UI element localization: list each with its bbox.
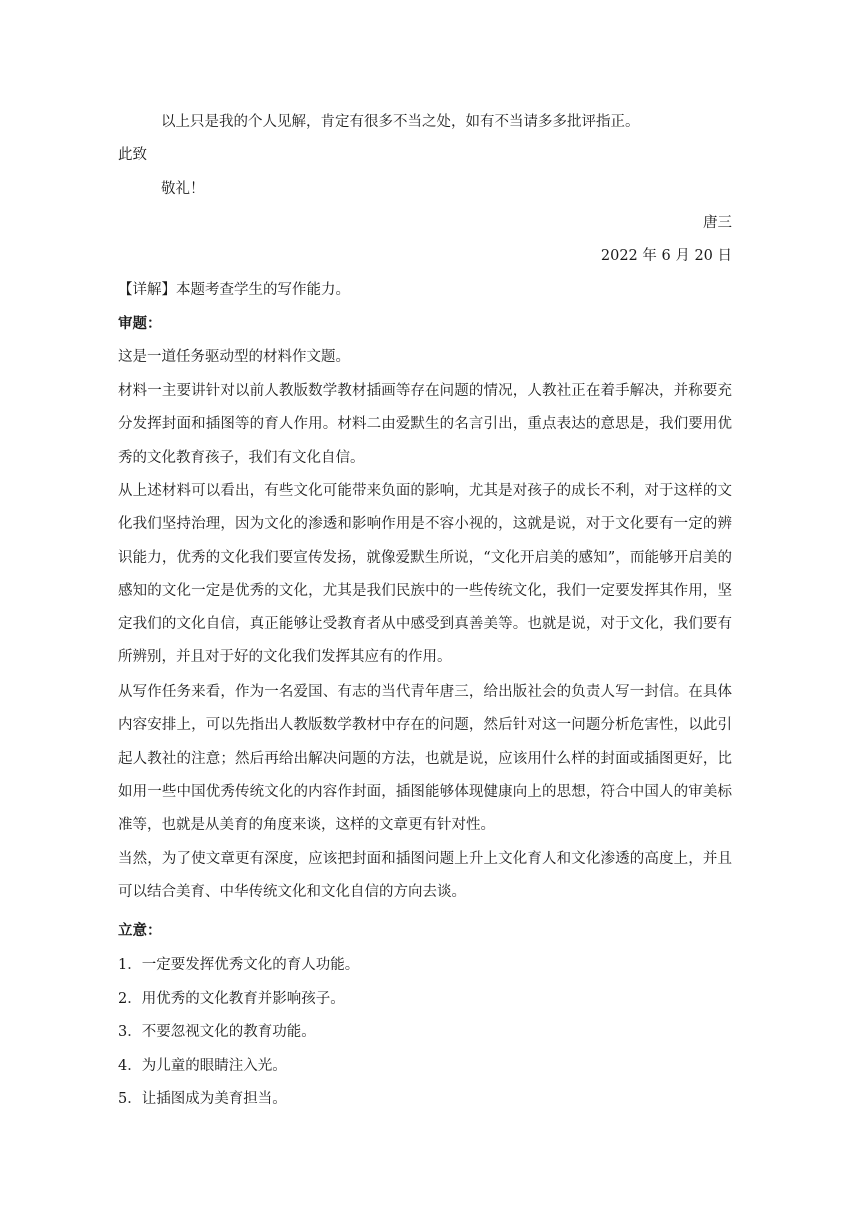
review-paragraph: 从上述材料可以看出，有些文化可能带来负面的影响，尤其是对孩子的成长不利，对于这样的文化我们坚持治理，因为文化的渗透和影响作用是不容小视的，这就是说，对于文化要有一定的辨识能力，优秀的文化我们要宣传发扬，就像爱默生所说，“文化开启美的感知”，而能够开启美的感知的文化一定是优秀的文化，尤其是我们民族中的一些传统文化，我们一定要发挥其作用，坚定我们的文化自信，真正能够让受教育者从中感受到真善美等。也就是说，对于文化，我们要有所辨别，并且对于好的文化我们发挥其应有的作用。 xyxy=(118,483,732,666)
review-paragraph: 材料一主要讲针对以前人教版数学教材插画等存在问题的情况，人教社正在着手解决，并称要充分发挥封面和插图等的育人作用。材料二由爱默生的名言引出，重点表达的意思是，我们要用优秀的文化教育孩子，我们有文化自信。 xyxy=(118,383,732,466)
review-heading: 审题： xyxy=(118,315,162,332)
salutation-line-1: 此致 xyxy=(118,147,147,163)
idea-heading: 立意： xyxy=(118,922,162,939)
closing-remark: 以上只是我的个人见解，肯定有很多不当之处，如有不当请多多批评指正。 xyxy=(161,114,640,130)
review-paragraph: 这是一道任务驱动型的材料作文题。 xyxy=(118,349,350,365)
letter-date: 2022 年 6 月 20 日 xyxy=(600,248,732,264)
analysis-intro: 【详解】本题考查学生的写作能力。 xyxy=(118,282,350,298)
idea-item: 5．让插图成为美育担当。 xyxy=(118,1091,287,1107)
idea-item: 1．一定要发挥优秀文化的育人功能。 xyxy=(118,957,360,973)
review-paragraph: 从写作任务来看，作为一名爱国、有志的当代青年唐三，给出版社会的负责人写一封信。在具体内容安排上，可以先指出人教版数学教材中存在的问题，然后针对这一问题分析危害性，以此引起人教社的注意；然后再给出解决问题的方法，也就是说，应该用什么样的封面或插图更好，比如用一些中国优秀传统文化的内容作封面，插图能够体现健康向上的思想，符合中国人的审美标准等，也就是从美育的角度来谈，这样的文章更有针对性。 xyxy=(118,684,732,834)
signature: 唐三 xyxy=(703,215,732,231)
idea-item: 2．用优秀的文化教育并影响孩子。 xyxy=(118,991,345,1007)
idea-item: 4．为儿童的眼睛注入光。 xyxy=(118,1058,287,1074)
salutation-line-2: 敬礼！ xyxy=(161,181,205,197)
idea-item: 3．不要忽视文化的教育功能。 xyxy=(118,1024,316,1040)
review-paragraph: 当然，为了使文章更有深度，应该把封面和插图问题上升上文化育人和文化渗透的高度上，并且可以结合美育、中华传统文化和文化自信的方向去谈。 xyxy=(118,851,732,901)
